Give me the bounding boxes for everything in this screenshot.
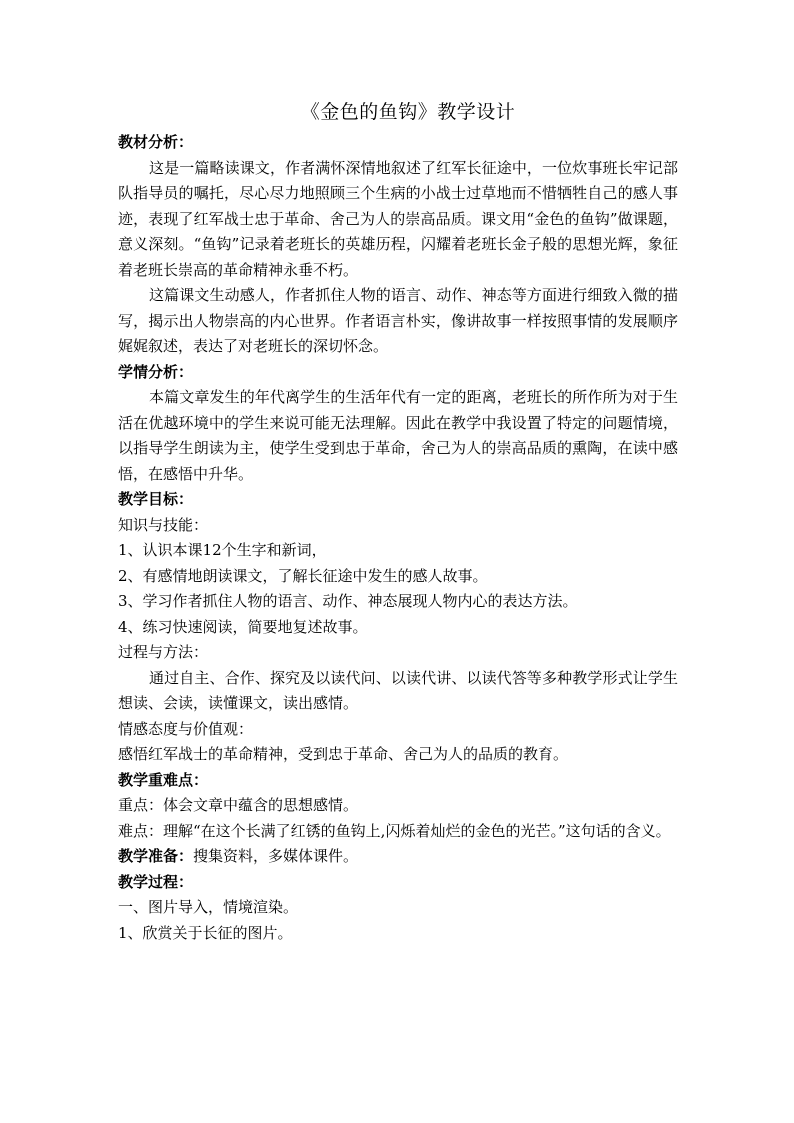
document-title: 《金色的鱼钩》教学设计: [300, 101, 516, 123]
section-heading-goals: 教学目标：: [118, 490, 194, 508]
key-point-text: 重点：体会文章中蕴含的思想感情。: [118, 796, 359, 814]
process-method-text: 通过自主、合作、探究及以读代问、以读代讲、以读代答等多种教学形式让学生想读、会读，读懂课文，读出感情。: [118, 668, 678, 712]
knowledge-item-2: 2、有感情地朗读课文，了解长征途中发生的感人故事。: [118, 566, 488, 585]
knowledge-item-3: 3、学习作者抓住人物的语言、动作、神态展现人物内心的表达方法。: [118, 592, 578, 610]
process-method-label: 过程与方法：: [118, 643, 209, 661]
section-heading-students: 学情分析：: [118, 362, 194, 381]
section-heading-keypoints: 教学重难点：: [118, 770, 209, 789]
emotion-label: 情感态度与价值观：: [118, 719, 254, 738]
knowledge-item-1: 1、认识本课12个生字和新词，: [118, 541, 327, 559]
document-body: [118, 96, 678, 946]
emotion-text: 感悟红军战士的革命精神，受到忠于革命、舍己为人的品质的教育。: [118, 745, 569, 763]
difficult-point-text: 难点：理解“在这个长满了红锈的鱼钩上,闪烁着灿烂的金色的光芒。”这句话的含义。: [118, 821, 671, 840]
students-paragraph-1: 本篇文章发生的年代离学生的生活年代有一定的距离，老班长的所作所为对于生活在优越环境中的学生来说可能无法理解。因此在教学中我设置了特定的问题情境，以指导学生朗读为主，使学生受到忠于革命，舍己为人的崇高品质的熏陶，在读中感悟，在感悟中升华。: [118, 388, 678, 483]
prep-text: 搜集资料，多媒体课件。: [193, 847, 359, 865]
section-heading-prep: 教学准备：: [118, 847, 194, 865]
material-paragraph-1: 这是一篇略读课文，作者满怀深情地叙述了红军长征途中，一位炊事班长牢记部队指导员的嘱托，尽心尽力地照顾三个生病的小战士过草地而不惜牺牲自己的感人事迹，表现了红军战士忠于革命、舍己为人的崇高品质。课文用“金色的鱼钩”做课题，意义深刻。“鱼钩”记录着老班长的英雄历程，闪耀着老班长金子般的思想光辉，象征着老班长崇高的革命精神永垂不朽。: [118, 158, 678, 279]
knowledge-item-4: 4、练习快速阅读，简要地复述故事。: [118, 617, 368, 636]
section-heading-process: 教学过程：: [118, 872, 194, 891]
process-step-1: 一、图片导入，情境渲染。: [118, 898, 299, 916]
process-step-1-1: 1、欣赏关于长征的图片。: [118, 923, 293, 942]
prep-line: [118, 844, 678, 870]
knowledge-label: 知识与技能：: [118, 515, 209, 534]
material-paragraph-2: 这篇课文生动感人，作者抓住人物的语言、动作、神态等方面进行细致入微的描写，揭示出人物崇高的内心世界。作者语言朴实，像讲故事一样按照事情的发展顺序娓娓叙述，表达了对老班长的深切怀念。: [118, 286, 678, 355]
section-heading-material: 教材分析：: [118, 133, 194, 151]
